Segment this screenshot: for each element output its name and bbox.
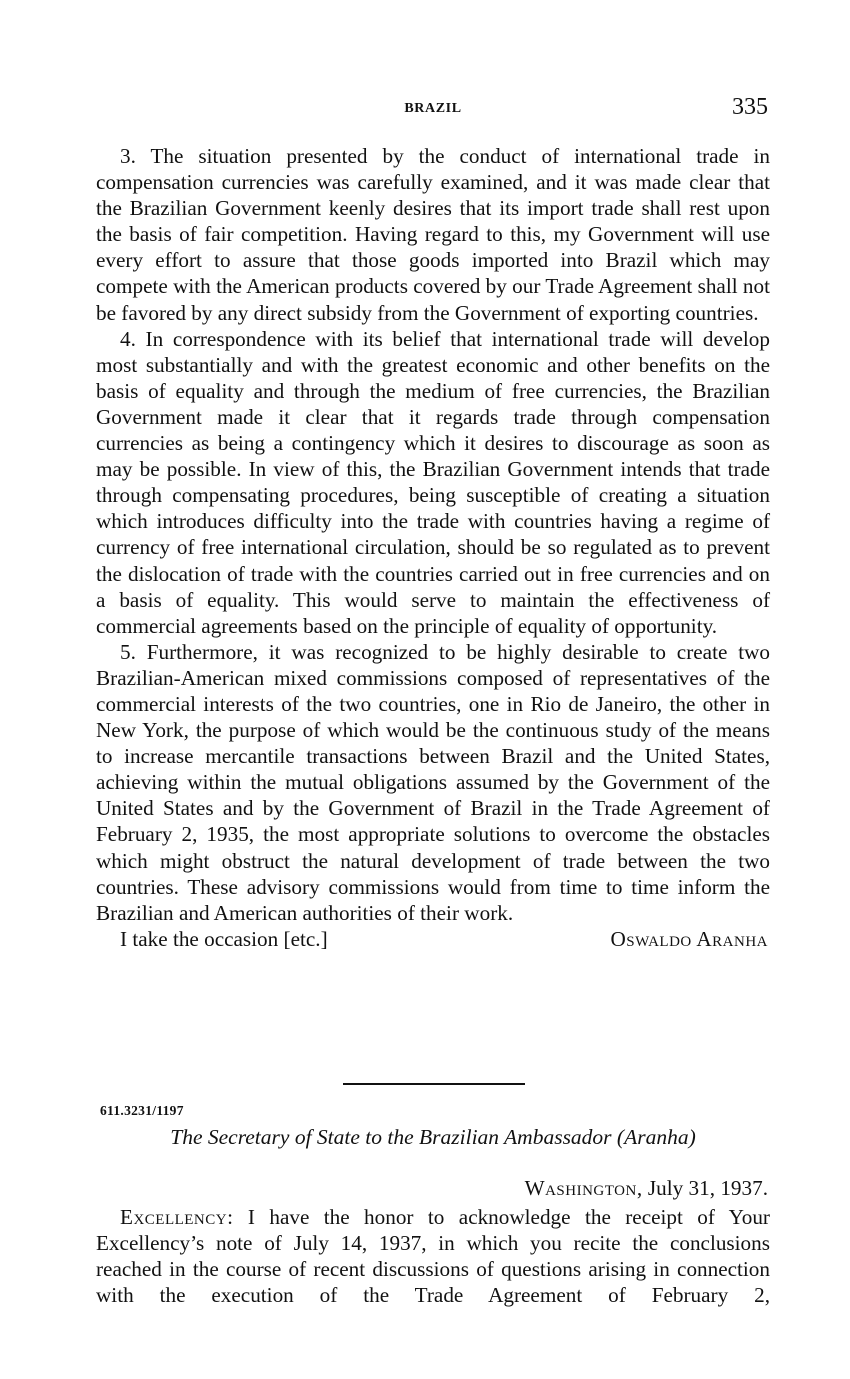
- closing-text: I take the occasion [etc.]: [120, 926, 328, 951]
- paragraph-4: 4. In correspondence with its belief that international trade will develop most substantially and with the greatest economic and other benefits on the basis of equality and through the medium of free currencies, the Brazilian Government made it clear that it regards trade through compensation currencies as being a contingency which it desires to discourage as soon as may be possible. In view of this, the Brazilian Government intends that trade through compensating procedures, being susceptible of creating a situation which introduces difficulty into the trade with countries having a regime of currency of free international circulation, should be so regulated as to prevent the dislocation of trade with the countries carried out in free currencies and on a basis of equality. This would serve to maintain the effectiveness of commercial agreements based on the principle of equality of opportunity.: [96, 326, 770, 638]
- section-divider: [343, 1083, 525, 1085]
- document-heading: The Secretary of State to the Brazilian Ambassador (Aranha): [170, 1125, 696, 1149]
- salutation: Excellency:: [120, 1205, 234, 1229]
- reply-body: [96, 1204, 770, 1308]
- paragraph-5: 5. Furthermore, it was recognized to be highly desirable to create two Brazilian-American mixed commissions composed of representatives of the commercial interests of the two countries, one in Rio de Janeiro, the other in New York, the purpose of which would be the continuous study of the means to increase mercantile transactions between Brazil and the United States, achieving within the mutual obligations assumed by the Government of the United States and by the Government of Brazil in the Trade Agreement of February 2, 1935, the most appropriate solutions to overcome the obstacles which might obstruct the natural development of trade between the two countries. These advisory commissions would from time to time inform the Brazilian and American authorities of their work.: [96, 639, 770, 925]
- dateline-date: July 31, 1937.: [647, 1176, 768, 1200]
- page-number: 335: [732, 94, 768, 120]
- reply-paragraph: [96, 1204, 770, 1308]
- running-title: BRAZIL: [404, 101, 462, 116]
- file-number: 611.3231/1197: [100, 1103, 184, 1118]
- page-header: [96, 94, 770, 124]
- reply-text: I have the honor to acknowledge the receipt of Your Excellency’s note of July 14, 1937, in which you recite the conclusions reached in the course of recent discussions of questions arising in connection with the execution of the Trade Agreement of February 2,: [96, 1205, 770, 1308]
- letter-body: [96, 143, 770, 952]
- signature: Oswaldo Aranha: [610, 926, 768, 951]
- closing-line: [96, 926, 770, 952]
- dateline-place: Washington,: [524, 1176, 643, 1200]
- dateline: [525, 1176, 768, 1201]
- paragraph-3: 3. The situation presented by the conduct of international trade in compensation currencies was carefully examined, and it was made clear that the Brazilian Government keenly desires that its import trade shall rest upon the basis of fair competition. Having regard to this, my Government will use every effort to assure that those goods imported into Brazil which may compete with the American products covered by our Trade Agreement shall not be favored by any direct subsidy from the Government of exporting countries.: [96, 144, 770, 325]
